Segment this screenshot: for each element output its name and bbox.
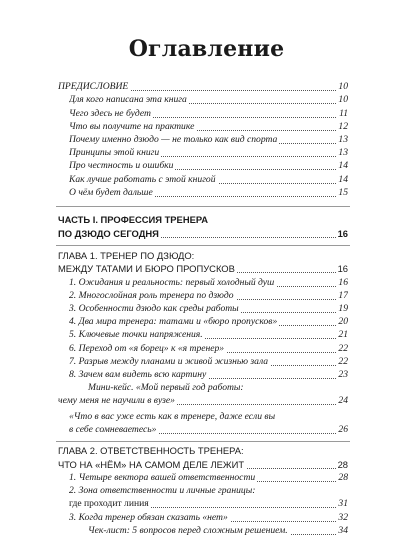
toc-entry[interactable] [69, 328, 348, 342]
entry-page: 19 [338, 302, 348, 314]
entry-page: 12 [338, 120, 348, 132]
entry-label: 2. Многослойная роль тренера по дзюдо [69, 289, 234, 301]
entry-label: Почему именно дзюдо — не только как вид спорта [69, 134, 278, 145]
entry-label: 8. Зачем вам видеть всю картину [69, 368, 207, 380]
toc-entry[interactable] [69, 342, 348, 356]
question-line1[interactable]: «Что в вас уже есть как в тренере, даже если вы [69, 410, 276, 422]
toc-entry-chapter1[interactable] [58, 262, 348, 276]
entry-label: Что вы получите на практике [69, 120, 195, 132]
toc-entry[interactable] [69, 511, 348, 525]
toc-entry[interactable] [69, 93, 348, 107]
toc-entry-checklist[interactable] [88, 524, 348, 538]
entry-label: в себе сомневаетесь» [69, 423, 157, 435]
toc-entry[interactable] [69, 173, 348, 187]
entry-page: 21 [338, 329, 348, 341]
toc-entry[interactable] [69, 133, 348, 147]
chapter-heading-line1[interactable]: ГЛАВА 1. ТРЕНЕР ПО ДЗЮДО: [58, 250, 195, 262]
toc-entry[interactable] [69, 289, 348, 303]
section-divider [56, 206, 350, 207]
entry-page: 23 [338, 368, 348, 380]
entry-page: 22 [338, 355, 348, 367]
entry-label: где проходит линия [69, 498, 149, 510]
entry-label: Чего здесь не будет [69, 107, 151, 119]
toc-entry[interactable] [69, 355, 348, 369]
entry-label: ЧТО НА «НЁМ» НА САМОМ ДЕЛЕ ЛЕЖИТ [58, 458, 245, 470]
entry-label: 4. Два мира тренера: татами и «бюро пропусков» [69, 316, 278, 328]
entry-label: 3. Особенности дзюдо как среды работы [69, 302, 239, 314]
entry-label: 3. Когда тренер обязан сказать «нет» [69, 511, 228, 523]
toc-entry[interactable] [69, 315, 348, 329]
entry-page: 11 [339, 107, 348, 119]
entry-label: ПРЕДИСЛОВИЕ [58, 81, 129, 93]
entry-page: 10 [338, 94, 348, 106]
entry-page: 13 [338, 134, 348, 145]
zone-line1[interactable]: 2. Зона ответственности и личные границы: [69, 485, 256, 497]
entry-label: 7. Разрыв между планами и живой жизнью зала [69, 355, 269, 367]
toc-entry-part1[interactable] [58, 227, 348, 241]
entry-page: 34 [338, 524, 348, 536]
entry-label: Чек-лист: 5 вопросов перед сложным решением. [88, 524, 288, 536]
toc-entry-question[interactable] [69, 423, 348, 437]
mini-case-line1[interactable]: Мини-кейс. «Мой первый год работы: [88, 382, 244, 394]
entry-page: 13 [338, 147, 348, 159]
entry-label: чему меня не научили в вузе» [58, 395, 175, 407]
toc-entry[interactable] [69, 368, 348, 382]
entry-label: 1. Четыре вектора вашей ответственности [69, 471, 256, 483]
section-divider [56, 441, 350, 442]
entry-page: 16 [337, 228, 348, 240]
entry-page: 17 [338, 289, 348, 301]
entry-label: 1. Ожидания и реальность: первый холодный душ [69, 276, 275, 288]
part-heading-line1[interactable]: ЧАСТЬ I. ПРОФЕССИЯ ТРЕНЕРА [58, 214, 209, 226]
entry-page: 14 [338, 160, 348, 172]
entry-page: 32 [338, 511, 348, 523]
entry-page: 24 [338, 395, 348, 407]
entry-label: 6. Переход от «я борец» к «я тренер» [69, 342, 225, 354]
entry-label: Про честность и ошибки [69, 160, 174, 172]
entry-label: Принципы этой книги [69, 147, 160, 159]
entry-page: 28 [338, 471, 348, 483]
toc-entry[interactable] [69, 120, 348, 134]
entry-label: МЕЖДУ ТАТАМИ И БЮРО ПРОПУСКОВ [58, 263, 235, 275]
entry-page: 28 [337, 458, 348, 470]
entry-page: 14 [338, 173, 348, 185]
toc-entry[interactable] [69, 107, 348, 121]
toc-entry[interactable] [69, 186, 348, 200]
toc-entry-chapter2[interactable] [58, 458, 348, 472]
toc-title: Оглавление [128, 36, 285, 62]
toc-entry[interactable] [69, 146, 348, 160]
toc-entry[interactable] [69, 159, 348, 173]
entry-label: 5. Ключевые точки напряжения. [69, 329, 203, 341]
toc-entry-zone[interactable] [69, 497, 348, 511]
entry-page: 20 [338, 316, 348, 328]
toc-entry-preface[interactable] [58, 80, 348, 94]
entry-page: 15 [338, 186, 348, 198]
section-divider [56, 245, 350, 246]
entry-page: 10 [338, 81, 348, 93]
toc-entry[interactable] [69, 302, 348, 316]
entry-page: 16 [338, 276, 348, 288]
entry-label: ПО ДЗЮДО СЕГОДНЯ [58, 228, 159, 240]
entry-label: О чём будет дальше [69, 186, 153, 198]
entry-page: 16 [337, 263, 348, 275]
toc-entry-mini-case[interactable] [58, 394, 348, 408]
toc-entry[interactable] [69, 276, 348, 290]
toc-entry[interactable] [69, 471, 348, 485]
chapter-heading-line1[interactable]: ГЛАВА 2. ОТВЕТСТВЕННОСТЬ ТРЕНЕРА: [58, 445, 244, 457]
entry-label: Для кого написана эта книга [69, 94, 187, 106]
entry-page: 31 [338, 498, 348, 510]
entry-label: Как лучше работать с этой книгой [69, 173, 216, 185]
entry-page: 22 [338, 342, 348, 354]
entry-page: 26 [338, 423, 348, 435]
